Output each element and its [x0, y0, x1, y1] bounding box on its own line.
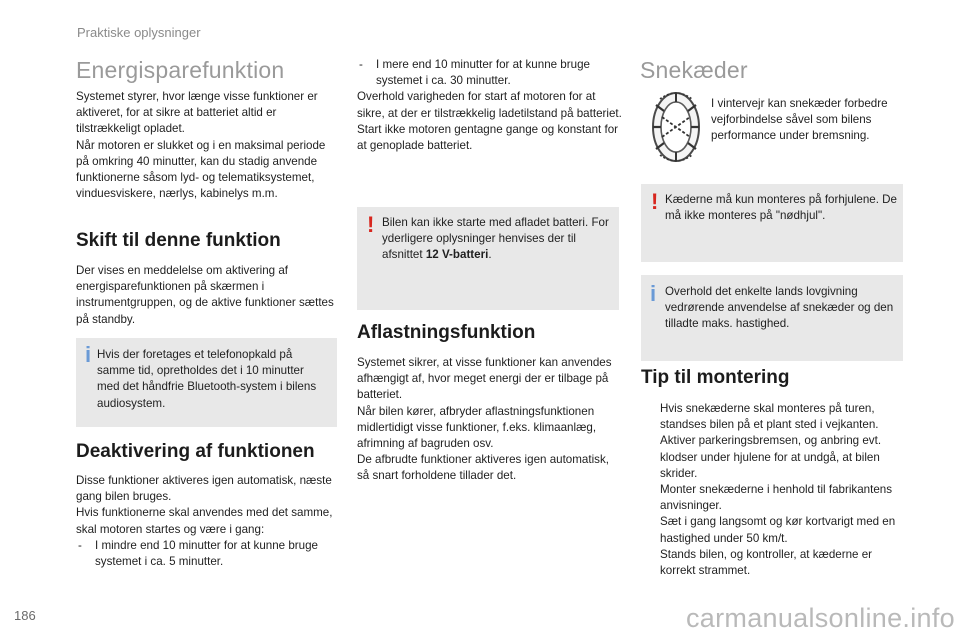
info-icon: i: [650, 281, 657, 306]
dash-item-text: I mere end 10 minutter for at kunne bruge systemet i ca. 30 minutter.: [376, 58, 590, 88]
tip-text: Sæt i gang langsomt og kør kortvarigt med en hastighed under 50 km/t.: [660, 515, 896, 545]
dash-item-2: [357, 57, 622, 89]
page-title: Energisparefunktion: [76, 57, 285, 83]
warning-note-text: [382, 215, 612, 264]
snow-chains-title: Snekæder: [640, 57, 748, 83]
warning-icon: !: [651, 189, 659, 214]
tip-text: Monter snekæderne i henhold til fabrikantens anvisninger.: [660, 483, 893, 513]
warning-icon: !: [367, 212, 375, 237]
switch-text: Der vises en meddelelse om aktivering af energisparefunktionen på skærmen i instrumentgruppen, og de aktive funktioner sættes på standby.: [76, 264, 334, 326]
info-icon: i: [85, 342, 92, 367]
col2-top-text: [357, 57, 622, 154]
tips-heading: Tip til montering: [641, 367, 790, 388]
chain-warning-box: [641, 184, 903, 262]
dash-mark: -: [359, 58, 363, 71]
snow-chains-intro: I vintervejr kan snekæder forbedre vejforbindelse såvel som bilens performance under bremsning.: [711, 97, 888, 143]
warning-note-body: Bilen kan ikke starte med afladet batteri. For yderligere oplysninger henvises der til afsnittet: [382, 216, 609, 262]
dash-item-1: [76, 538, 338, 570]
switch-heading: Skift til denne funktion: [76, 230, 281, 251]
dash-mark: -: [78, 538, 82, 552]
tire-chain-icon: [646, 89, 706, 165]
chain-info-box: [641, 275, 903, 361]
chain-info-text: Overhold det enkelte lands lovgivning vedrørende anvendelse af snekæder og den tilladte maks. hastighed.: [665, 285, 894, 331]
dash-item-text: I mindre end 10 minutter for at kunne bruge systemet i ca. 5 minutter.: [95, 538, 318, 569]
tip-text: Hvis snekæderne skal monteres på turen, standses bilen på et plant sted i vejkanten.: [660, 402, 879, 432]
tips-list: [641, 401, 905, 579]
deactivate-paragraph-1: Disse funktioner aktiveres igen automatisk, næste gang bilen bruges.: [76, 474, 332, 504]
duration-paragraph: Overhold varigheden for start af motoren for at sikre, at der er tilstrækkelig ladetilstand på batteriet.: [357, 90, 622, 120]
chain-warning-text: Kæderne må kun monteres på forhjulene. De må ikke monteres på "nødhjul".: [665, 193, 898, 223]
battery-reference: 12 V-batteri: [425, 248, 489, 262]
section-label: Praktiske oplysninger: [77, 25, 201, 40]
tip-text: Aktiver parkeringsbremsen, og anbring evt. klodser under hjulene for at undgå, at bilen skrider.: [660, 434, 882, 480]
deactivate-heading: Deaktivering af funktionen: [76, 441, 315, 462]
tip-item: [641, 482, 905, 514]
tip-item: [641, 514, 905, 546]
page-number: 186: [14, 608, 36, 623]
intro-text: [76, 89, 338, 202]
watermark: carmanualsonline.info: [686, 603, 955, 633]
intro-paragraph-1: Systemet styrer, hvor længe visse funktioner er aktiveret, for at sikre at batteriet altid er tilstrækkeligt opladet.: [76, 90, 318, 136]
tip-item: [641, 401, 905, 433]
relief-paragraph-3: De afbrudte funktioner aktiveres igen automatisk, så snart forholdene tillader det.: [357, 453, 609, 483]
intro-paragraph-2: Når motoren er slukket og i en maksimal periode på omkring 40 minutter, kan du stadig anvende funktionerne såsom lyd- og telematiksystemet, vinduesviskere, nærlys, kabinelys m.m.: [76, 138, 326, 201]
relief-text: [357, 355, 622, 485]
deactivate-paragraph-2: Hvis funktionerne skal anvendes med det samme, skal motoren startes og være i gang:: [76, 506, 333, 536]
deactivate-text: [76, 473, 338, 570]
info-note-box: [76, 338, 337, 427]
info-note-text: Hvis der foretages et telefonopkald på samme tid, opretholdes det i 10 minutter med det håndfrie Bluetooth-system i bilens audiosystem.: [97, 348, 317, 410]
warning-note-end: .: [488, 248, 492, 262]
relief-paragraph-2: Når bilen kører, afbryder aflastningsfunktionen midlertidigt visse funktioner, f.eks. klimaanlæg, afrimning af bagruden osv.: [357, 404, 597, 451]
tip-text: Stands bilen, og kontroller, at kæderne er korrekt strammet.: [660, 547, 873, 578]
repeat-paragraph: Start ikke motoren gentagne gange og konstant for at genoplade batteriet.: [357, 122, 619, 153]
tip-item: [641, 433, 905, 482]
relief-heading: Aflastningsfunktion: [357, 322, 536, 343]
relief-paragraph-1: Systemet sikrer, at visse funktioner kan anvendes afhængigt af, hvor meget energi der er tilbage på batteriet.: [357, 356, 612, 402]
tip-item: [641, 547, 905, 579]
warning-note-box: [357, 207, 619, 310]
